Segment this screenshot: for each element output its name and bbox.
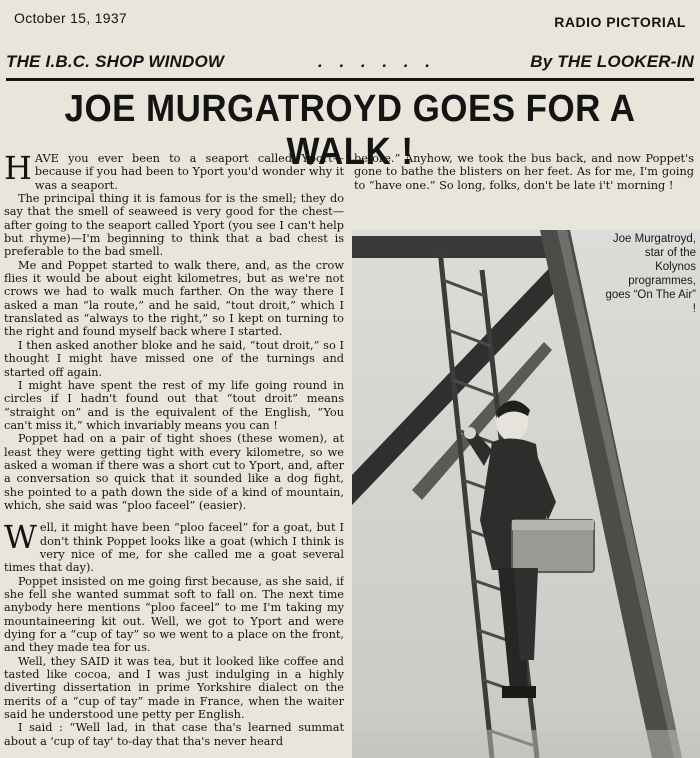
article-paragraph: Me and Poppet started to walk there, and, as the crow flies it would be about eight kilometres, but as we're not crows we had to walk much farther. On the way there I asked a man “la route,” and he said, “tout droit,” which I translated as “always to the right,” so I kept on turning to the right and found myself back where I started. [4, 258, 344, 339]
paragraph-gap [4, 512, 344, 521]
article-paragraph: The principal thing it is famous for is the smell; they do say that the smell of seaweed is very good for the chest—after going to the seaport called Yport (you see I can't help but rhyme)—I'm beginning to think that a bad chest is preferable to the bad smell. [4, 192, 344, 259]
byline: By THE LOOKER-IN [530, 52, 694, 71]
article-paragraph: I said : “Well lad, in that case tha's learned summat about a 'cup of tay' to-day that tha's never heard [4, 721, 344, 748]
article-paragraph: Poppet insisted on me going first because, as she said, if she fell she wanted summat soft to fall on. The next time anybody here mentions “ploo faceel” to me I'm taking my mountaineering kit out. Well, we got to Yport and were dying for a “cup of tay” so we went to a place on the front, and they made tea for us. [4, 574, 344, 655]
drop-cap: W [4, 518, 37, 557]
issue-date: October 15, 1937 [14, 10, 127, 26]
article-paragraph: I might have spent the rest of my life going round in circles if I hadn't found out that “tout droit” means “straight on” and is the equivalent of the English, “You can't miss it,” which invariably means you can ! [4, 378, 344, 432]
strap-rule [6, 78, 694, 81]
article-paragraph: Poppet had on a pair of tight shoes (these women), at least they were getting tight with every kilometre, so we asked a woman if there was a short cut to Yport, and, after a conversation so quick that it sounded like a dog fight, she pointed to a path down the side of a kind of mountain, which, she said was “ploo faceel” (easier). [4, 432, 344, 512]
strap-leader-dots: . . . . . . [318, 52, 436, 71]
article-paragraph: Well, it might have been “ploo faceel” for a goat, but I don't think Poppet looks like a goat (which I think is very nice of me, for she called me a goat several times that day). [4, 518, 344, 575]
publication-name: RADIO PICTORIAL [554, 14, 686, 30]
article-paragraph: Well, they SAID it was tea, but it looked like coffee and tasted like cocoa, and I was just indulging in a highly diverting dissertation in prime Yorkshire dialect on the merits of a “cup of tay” made in France, when the waiter said he understood une petty per English. [4, 654, 344, 722]
drop-cap: H [4, 152, 32, 187]
article-paragraph: HAVE you ever been to a seaport called Yport—because if you had been to Yport you'd wonder why it was a seaport. [4, 152, 344, 192]
section-strap [6, 52, 694, 84]
article-column-left [4, 152, 344, 758]
section-title: THE I.B.C. SHOP WINDOW [6, 52, 225, 71]
article-headline: JOE MURGATROYD GOES FOR A WALK ! [64, 88, 636, 173]
photo-caption: Joe Murgatroyd, star of the Kolynos programmes, goes “On The Air” ! [605, 233, 696, 315]
article-paragraph: I then asked another bloke and he said, “tout droit,” so I thought I might have missed one of the turnings and started off again. [4, 338, 344, 379]
article-column-right: before.” Anyhow, we took the bus back, and now Poppet's gone to bathe the blisters on her feet. As for me, I'm going to “have one.” So long, folks, don't be late i't' morning ! [354, 152, 694, 192]
